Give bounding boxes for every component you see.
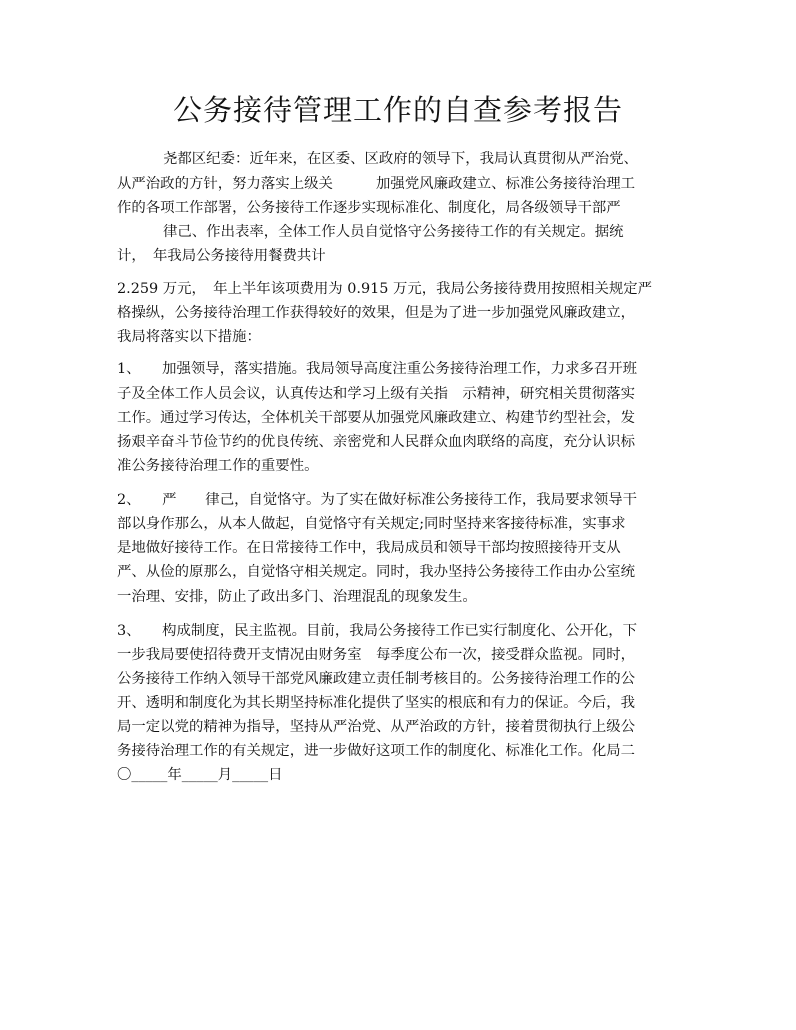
intro-line-3: 作的各项工作部署，公务接待工作逐步实现标准化、制度化，局各级领导干部严 [117, 200, 621, 216]
measure1-line-1: 1、 加强领导，落实措施。我局领导高度注重公务接待治理工作，力求多召开班 [117, 361, 638, 377]
measure3-line-6: 务接待治理工作的有关规定，进一步做好这项工作的制度化、标准化工作。化局二 [117, 743, 636, 759]
measure3-line-3: 公务接待工作纳入领导干部党风廉政建立责任制考核目的。公务接待治理工作的公 [117, 671, 636, 687]
paragraph2-line-1: 2.259 万元， 年上半年该项费用为 0.915 万元，我局公务接待费用按照相关规定严 [117, 281, 653, 297]
measure2-line-2: 部以身作那么，从本人做起，自觉恪守有关规定;同时坚持来客接待标准，实事求 [117, 516, 626, 532]
date-line: 〇_____年_____月_____日 [117, 767, 283, 783]
measure2-line-1: 2、 严 律己，自觉恪守。为了实在做好标准公务接待工作，我局要求领导干 [117, 492, 638, 508]
measure2-line-4: 严、从俭的原那么，自觉恪守相关规定。同时，我办坚持公务接待工作由办公室统 [117, 564, 636, 580]
paragraph2-line-2: 格操纵，公务接待治理工作获得较好的效果，但是为了进一步加强党风廉政建立， [117, 305, 636, 321]
document-title: 公务接待管理工作的自查参考报告 [172, 93, 623, 127]
measure2-line-5: 一治理、安排，防止了政出多门、治理混乱的现象发生。 [117, 589, 477, 605]
measure1-line-3: 工作。通过学习传达，全体机关干部要从加强党风廉政建立、构建节约型社会，发 [117, 410, 636, 426]
measure3-line-2: 一步我局要使招待费开支情况由财务室 每季度公布一次，接受群众监视。同时， [117, 647, 636, 663]
paragraph2-line-3: 我局将落实以下措施： [117, 329, 261, 345]
intro-line-4: 律己、作出表率，全体工作人员自觉恪守公务接待工作的有关规定。据统 [163, 224, 624, 240]
intro-line-5: 计， 年我局公务接待用餐费共计 [117, 248, 326, 264]
measure1-line-5: 准公务接待治理工作的重要性。 [117, 458, 319, 474]
intro-line-1: 尧都区纪委：近年来，在区委、区政府的领导下，我局认真贯彻从严治党、 [163, 151, 638, 167]
measure3-line-5: 局一定以党的精神为指导，坚持从严治党、从严治政的方针，接着贯彻执行上级公 [117, 719, 636, 735]
measure3-line-1: 3、 构成制度，民主监视。目前，我局公务接待工作已实行制度化、公开化，下 [117, 623, 638, 639]
intro-line-2: 从严治政的方针，努力落实上级关 加强党风廉政建立、标准公务接待治理工 [117, 176, 636, 192]
measure2-line-3: 是地做好接待工作。在日常接待工作中，我局成员和领导干部均按照接待开支从 [117, 540, 621, 556]
measure3-line-4: 开、透明和制度化为其长期坚持标准化提供了坚实的根底和有力的保证。今后，我 [117, 695, 636, 711]
measure1-line-4: 扬艰辛奋斗节俭节约的优良传统、亲密党和人民群众血肉联络的高度，充分认识标 [117, 434, 636, 450]
measure1-line-2: 子及全体工作人员会议，认真传达和学习上级有关指 示精神，研究相关贯彻落实 [117, 386, 636, 402]
